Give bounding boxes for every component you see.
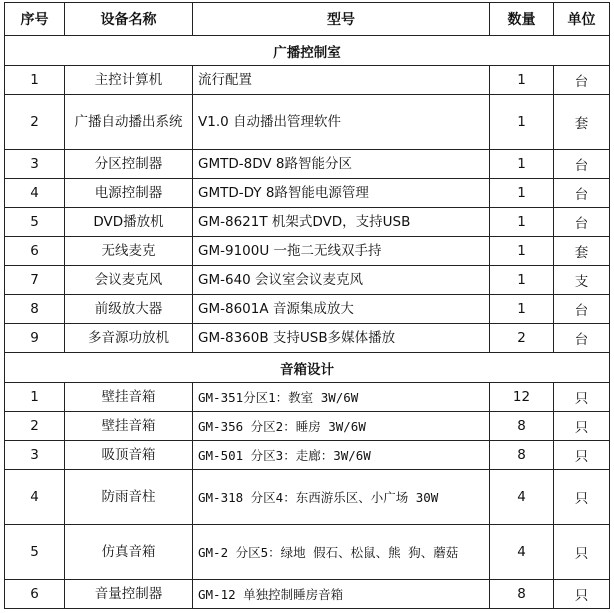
- cell-name: 主控计算机: [65, 66, 193, 95]
- cell-unit: 套: [554, 237, 610, 266]
- cell-unit: 台: [554, 66, 610, 95]
- section-row: [5, 353, 610, 383]
- cell-name: 壁挂音箱: [65, 412, 193, 441]
- cell-name: DVD播放机: [65, 208, 193, 237]
- cell-model: GM-351分区1：教室 3W/6W: [193, 383, 490, 412]
- cell-unit: 台: [554, 150, 610, 179]
- table-row: [5, 150, 610, 179]
- cell-unit: 台: [554, 324, 610, 353]
- cell-name: 前级放大器: [65, 295, 193, 324]
- cell-unit: 只: [554, 470, 610, 525]
- cell-model: GM-12 单独控制睡房音箱: [193, 580, 490, 609]
- cell-name: 无线麦克: [65, 237, 193, 266]
- cell-model: GM-2 分区5：绿地 假石、松鼠、熊 狗、蘑菇: [193, 525, 490, 580]
- cell-no: 2: [5, 95, 65, 150]
- cell-no: 8: [5, 295, 65, 324]
- cell-unit: 台: [554, 208, 610, 237]
- table-row: [5, 383, 610, 412]
- cell-name: 壁挂音箱: [65, 383, 193, 412]
- cell-no: 3: [5, 441, 65, 470]
- table-row: [5, 580, 610, 609]
- cell-no: 2: [5, 412, 65, 441]
- header-name: 设备名称: [65, 3, 193, 36]
- cell-no: 9: [5, 324, 65, 353]
- cell-model: GM-9100U 一拖二无线双手持: [193, 237, 490, 266]
- cell-qty: 1: [490, 95, 554, 150]
- section-title: 广播控制室: [5, 36, 610, 66]
- cell-qty: 4: [490, 525, 554, 580]
- cell-model: GM-501 分区3：走廊：3W/6W: [193, 441, 490, 470]
- cell-unit: 套: [554, 95, 610, 150]
- cell-model: GM-8621T 机架式DVD，支持USB: [193, 208, 490, 237]
- header-no: 序号: [5, 3, 65, 36]
- cell-model: GM-8601A 音源集成放大: [193, 295, 490, 324]
- cell-qty: 1: [490, 150, 554, 179]
- cell-unit: 支: [554, 266, 610, 295]
- cell-no: 1: [5, 383, 65, 412]
- cell-no: 4: [5, 179, 65, 208]
- cell-qty: 1: [490, 295, 554, 324]
- cell-model: GMTD-8DV 8路智能分区: [193, 150, 490, 179]
- cell-unit: 只: [554, 412, 610, 441]
- cell-unit: 只: [554, 580, 610, 609]
- cell-name: 分区控制器: [65, 150, 193, 179]
- cell-unit: 台: [554, 295, 610, 324]
- cell-model: GM-640 会议室会议麦克风: [193, 266, 490, 295]
- table-row: [5, 95, 610, 150]
- header-model: 型号: [193, 3, 490, 36]
- cell-unit: 只: [554, 525, 610, 580]
- cell-qty: 1: [490, 266, 554, 295]
- section-title: 音箱设计: [5, 353, 610, 383]
- cell-no: 5: [5, 208, 65, 237]
- cell-model: GM-8360B 支持USB多媒体播放: [193, 324, 490, 353]
- cell-no: 5: [5, 525, 65, 580]
- equipment-table: [4, 2, 610, 609]
- table-row: [5, 324, 610, 353]
- cell-qty: 8: [490, 412, 554, 441]
- cell-unit: 台: [554, 179, 610, 208]
- cell-model: GM-318 分区4：东西游乐区、小广场 30W: [193, 470, 490, 525]
- table-row: [5, 412, 610, 441]
- cell-qty: 8: [490, 580, 554, 609]
- table-row: [5, 525, 610, 580]
- cell-qty: 2: [490, 324, 554, 353]
- cell-no: 1: [5, 66, 65, 95]
- table-row: [5, 266, 610, 295]
- cell-no: 6: [5, 237, 65, 266]
- cell-qty: 4: [490, 470, 554, 525]
- header-unit: 单位: [554, 3, 610, 36]
- cell-unit: 只: [554, 383, 610, 412]
- cell-model: V1.0 自动播出管理软件: [193, 95, 490, 150]
- cell-name: 广播自动播出系统: [65, 95, 193, 150]
- cell-no: 7: [5, 266, 65, 295]
- cell-name: 电源控制器: [65, 179, 193, 208]
- cell-name: 防雨音柱: [65, 470, 193, 525]
- cell-qty: 1: [490, 237, 554, 266]
- table-row: [5, 441, 610, 470]
- header-qty: 数量: [490, 3, 554, 36]
- cell-model: 流行配置: [193, 66, 490, 95]
- cell-no: 6: [5, 580, 65, 609]
- cell-model: GMTD-DY 8路智能电源管理: [193, 179, 490, 208]
- table-row: [5, 237, 610, 266]
- cell-no: 4: [5, 470, 65, 525]
- table-row: [5, 179, 610, 208]
- table-row: [5, 470, 610, 525]
- cell-qty: 8: [490, 441, 554, 470]
- cell-name: 吸顶音箱: [65, 441, 193, 470]
- table-row: [5, 66, 610, 95]
- cell-name: 音量控制器: [65, 580, 193, 609]
- section-row: [5, 36, 610, 66]
- cell-name: 多音源功放机: [65, 324, 193, 353]
- cell-qty: 1: [490, 179, 554, 208]
- cell-qty: 1: [490, 66, 554, 95]
- cell-qty: 12: [490, 383, 554, 412]
- table-row: [5, 208, 610, 237]
- cell-name: 仿真音箱: [65, 525, 193, 580]
- table-row: [5, 295, 610, 324]
- cell-no: 3: [5, 150, 65, 179]
- header-row: [5, 3, 610, 36]
- cell-qty: 1: [490, 208, 554, 237]
- cell-name: 会议麦克风: [65, 266, 193, 295]
- cell-model: GM-356 分区2：睡房 3W/6W: [193, 412, 490, 441]
- cell-unit: 只: [554, 441, 610, 470]
